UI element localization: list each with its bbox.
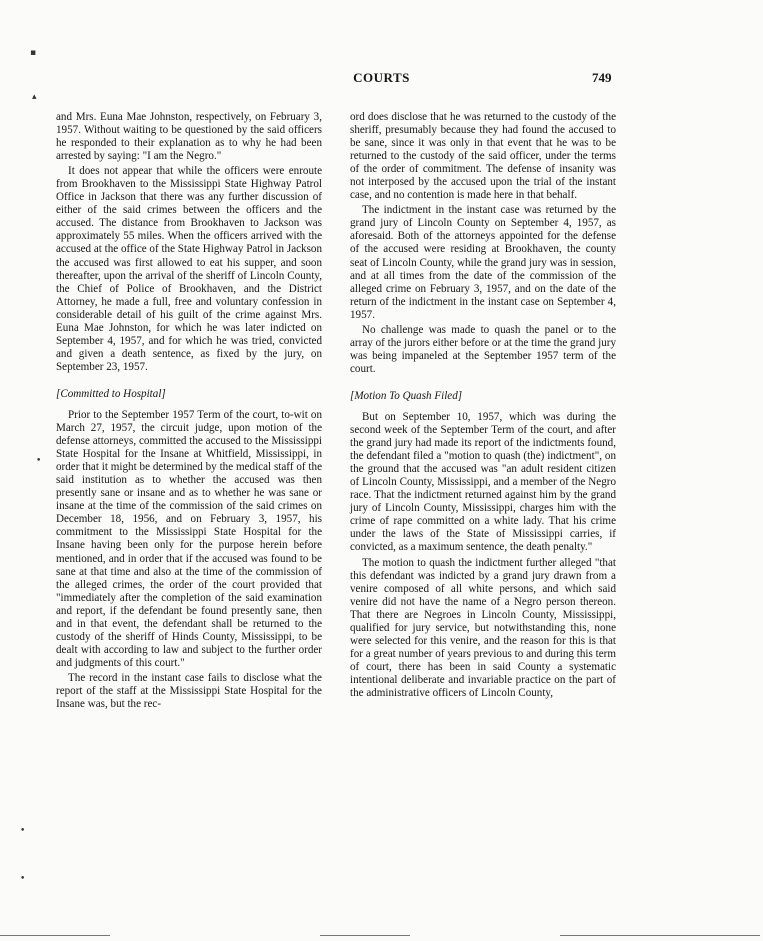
- scan-edge-line: [320, 935, 410, 936]
- page-header: [0, 70, 763, 90]
- section-heading: [Motion To Quash Filed]: [350, 389, 463, 402]
- paragraph: No challenge was made to quash the panel or to the array of the jurors either before or at the time the grand jury was being impaneled at the September 1957 term of the court.: [350, 323, 616, 375]
- scan-speck: •: [36, 456, 42, 466]
- scan-edge-line: [560, 935, 760, 936]
- scan-speck: •: [20, 874, 26, 884]
- paragraph: The indictment in the instant case was returned by the grand jury of Lincoln County on September 4, 1957, as aforesaid. Both of the attorneys appointed for the defense of the accused were residing at Brookhaven, the county seat of Lincoln County, while the grand jury was in session, and at all times from the date of the commission of the alleged crime on February 3, 1957, and on the date of the return of the indictment in the instant case on September 4, 1957.: [350, 204, 616, 321]
- paragraph: Prior to the September 1957 Term of the court, to-wit on March 27, 1957, the circuit judge, upon motion of the defense attorneys, committed the accused to the Mississippi State Hospital for the Insane at Whitfield, Mississippi, in order that it might be determined by the medical staff of the said institution as to whether the accused was then presently sane or insane and as to whether he was sane or insane at the time of the commission of the said crimes on December 18, 1956, and on February 3, 1957, his commitment to the Mississippi State Hospital for the Insane having been only for the purpose herein before mentioned, and in order that if the accused was found to be sane at that time and also at the time of the commission of the alleged crimes, the order of the court provided that "immediately after the completion of the said examination and report, if the defendant be found presently sane, then and in that event, the defendant shall be returned to the custody of the sheriff of Hinds County, Mississippi, to be dealt with according to law and subject to the further order and judgments of this court.": [56, 408, 322, 669]
- section-heading: [Committed to Hospital]: [56, 387, 166, 400]
- scan-speck: ▴: [32, 92, 37, 102]
- paragraph: The record in the instant case fails to disclose what the report of the staff at the Mississippi State Hospital for the Insane was, but the rec-: [56, 671, 322, 711]
- paragraph: The motion to quash the indictment further alleged "that this defendant was indicted by a grand jury drawn from a venire composed of all white persons, and which said venire did not have the name of a Negro person thereon. That there are Negroes in Lincoln County, Mississippi, qualified for jury service, but notwithstanding this, none were selected for this venire, and the reason for this is that for a great number of years previous to and during this term of court, there has been in said County a systematic intentional deliberate and invariable practice on the part of the administrative officers of Lincoln County,: [350, 556, 616, 699]
- paragraph: ord does disclose that he was returned to the custody of the sheriff, presumably because they had found the accused to be sane, since it was only in that event that he was to be returned to the custody of the said officer, under the terms of the order of commitment. The defense of insanity was not interposed by the accused upon the trial of the instant case, and no contention is made here in that behalf.: [350, 111, 616, 202]
- paragraph: and Mrs. Euna Mae Johnston, respectively, on February 3, 1957. Without waiting to be questioned by the said officers he responded to their explanation as to why he had been arrested by saying: "I am the Negro.": [56, 111, 322, 163]
- scan-edge-line: [0, 935, 110, 936]
- scan-speck: ▪: [30, 48, 37, 58]
- running-head: COURTS: [353, 70, 410, 85]
- paragraph: But on September 10, 1957, which was during the second week of the September Term of the court, and after the grand jury had made its report of the indictments found, the defendant filed a "motion to quash (the) indictment", on the ground that the accused was "an adult resident citizen of Lincoln County, Mississippi, and a member of the Negro race. That the indictment returned against him by the grand jury of Lincoln County, Mississippi, charges him with the crime of rape committed on a white lady. That his crime under the laws of the State of Mississippi carries, if convicted, as a maximum sentence, the death penalty.": [350, 410, 616, 554]
- scan-speck: •: [20, 826, 26, 836]
- paragraph: It does not appear that while the officers were enroute from Brookhaven to the Mississippi State Highway Patrol Office in Jackson that there was any further discussion of either of the said crimes between the officers and the accused. The distance from Brookhaven to Jackson was approximately 55 miles. When the officers arrived with the accused at the office of the State Highway Patrol in Jackson the accused was first allowed to eat his supper, and soon thereafter, upon the arrival of the sheriff of Lincoln County, the Chief of Police of Brookhaven, and the District Attorney, he made a full, free and voluntary confession in considerable detail of his guilt of the crime against Mrs. Euna Mae Johnston, for which he was later indicted on September 4, 1957, and for which he was tried, convicted and given a death sentence, as fixed by the jury, on September 23, 1957.: [56, 165, 322, 373]
- right-column: [350, 111, 616, 702]
- page-number: 749: [592, 70, 612, 85]
- left-column: [56, 111, 322, 713]
